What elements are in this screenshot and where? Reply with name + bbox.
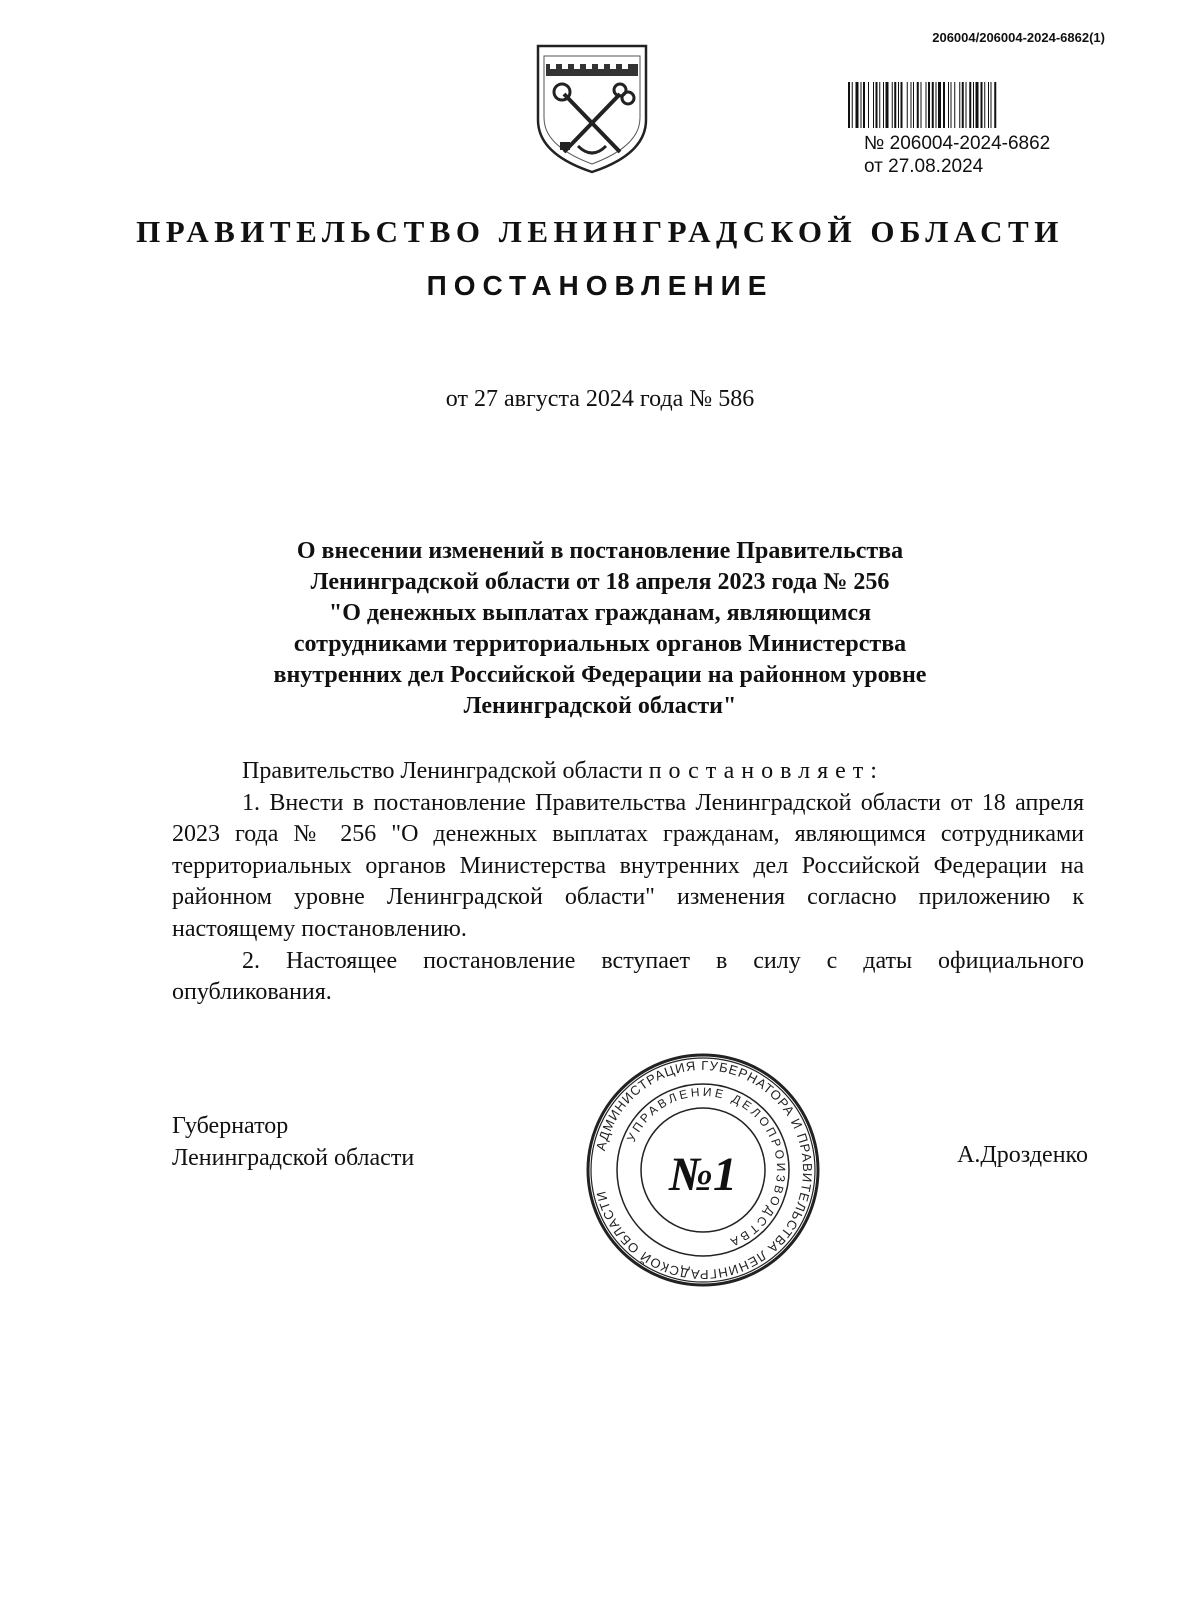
signatory-name: А.Дрозденко bbox=[957, 1142, 1088, 1168]
barcode-bar bbox=[959, 82, 960, 128]
barcode-bar bbox=[913, 82, 914, 128]
barcode-bar bbox=[948, 82, 949, 128]
subject-line: Ленинградской области от 18 апреля 2023 года № 256 bbox=[310, 569, 890, 595]
barcode-bar bbox=[886, 82, 889, 128]
signatory-title-line: Ленинградской области bbox=[172, 1145, 415, 1171]
barcode bbox=[848, 82, 1104, 128]
barcode-bar bbox=[938, 82, 941, 128]
barcode-bar bbox=[984, 82, 985, 128]
barcode-bar bbox=[988, 82, 989, 128]
barcode-bar bbox=[951, 82, 952, 128]
barcode-bar bbox=[954, 82, 955, 128]
barcode-bar bbox=[921, 82, 922, 128]
subject-line: О внесении изменений в постановление Правительства bbox=[296, 538, 904, 564]
barcode-bar bbox=[848, 82, 850, 128]
barcode-bar bbox=[907, 82, 908, 128]
barcode-bar bbox=[928, 82, 930, 128]
barcode-bar bbox=[973, 82, 974, 128]
barcode-bar bbox=[894, 82, 896, 128]
barcode-bar bbox=[856, 82, 859, 128]
leningrad-oblast-coat-of-arms-icon bbox=[534, 42, 650, 176]
official-seal bbox=[585, 1052, 821, 1288]
decree-intro bbox=[172, 756, 1084, 788]
signatory-title-line: Губернатор bbox=[172, 1113, 289, 1139]
barcode-bar bbox=[994, 82, 996, 128]
decree-body bbox=[172, 756, 1084, 1009]
barcode-bar bbox=[879, 82, 880, 128]
barcode-bar bbox=[852, 82, 853, 128]
barcode-bar bbox=[876, 82, 878, 128]
barcode-bar bbox=[981, 82, 983, 128]
barcode-bar bbox=[873, 82, 874, 128]
barcode-bar bbox=[943, 82, 945, 128]
seal-center-number: №1 bbox=[669, 1148, 737, 1201]
barcode-bar bbox=[883, 82, 884, 128]
decree-date: от 27 августа 2024 года № 586 bbox=[445, 386, 755, 412]
barcode-bar bbox=[898, 82, 899, 128]
decree-item-2: 2. Настоящее постановление вступает в силу с даты официального опубликования. bbox=[172, 947, 1084, 1006]
subject-line: внутренних дел Российской Федерации на районном уровне bbox=[273, 662, 927, 688]
seal-inner-text: УПРАВЛЕНИЕ ДЕЛОПРОИЗВОДСТВА bbox=[624, 1084, 789, 1251]
subject-line: сотрудниками территориальных органов Министерства bbox=[293, 631, 907, 657]
signatory-title bbox=[172, 1110, 414, 1174]
document-id: 206004/206004-2024-6862(1) bbox=[932, 30, 1105, 45]
barcode-bar bbox=[991, 82, 992, 128]
registration-date: от 27.08.2024 bbox=[864, 156, 984, 177]
registration-stamp bbox=[864, 132, 1050, 178]
barcode-bar bbox=[868, 82, 869, 128]
organization-title: ПРАВИТЕЛЬСТВО ЛЕНИНГРАДСКОЙ ОБЛАСТИ bbox=[136, 214, 1064, 249]
registration-number: № 206004-2024-6862 bbox=[864, 133, 1051, 154]
intro-suffix: : bbox=[870, 758, 877, 784]
barcode-bar bbox=[936, 82, 937, 128]
barcode-bar bbox=[932, 82, 934, 128]
document-type: ПОСТАНОВЛЕНИЕ bbox=[426, 270, 774, 301]
intro-text: Правительство Ленинградской области bbox=[242, 758, 649, 784]
barcode-bar bbox=[926, 82, 927, 128]
barcode-bar bbox=[976, 82, 979, 128]
decree-subject bbox=[180, 536, 1020, 722]
seal-outer-text: АДМИНИСТРАЦИЯ ГУБЕРНАТОРА И ПРАВИТЕЛЬСТВА ЛЕНИНГРАДСКОЙ ОБЛАСТИ bbox=[592, 1057, 816, 1283]
barcode-bar bbox=[911, 82, 912, 128]
barcode-bar bbox=[962, 82, 964, 128]
intro-verb: постановляет bbox=[648, 758, 871, 784]
barcode-bar bbox=[861, 82, 862, 128]
barcode-bar bbox=[969, 82, 971, 128]
subject-line: "О денежных выплатах гражданам, являющимся bbox=[328, 600, 872, 626]
barcode-bar bbox=[901, 82, 903, 128]
barcode-bar bbox=[892, 82, 893, 128]
subject-line: Ленинградской области" bbox=[463, 693, 737, 719]
barcode-bar bbox=[966, 82, 967, 128]
barcode-bar bbox=[917, 82, 919, 128]
barcode-bar bbox=[863, 82, 865, 128]
decree-item-1: 1. Внести в постановление Правительства Ленинградской области от 18 апреля 2023 года № 256 "О денежных выплатах гражданам, являющимся сотрудниками территориальных органов Министерства внутренних дел Российской Федерации на районном уровне Ленинградской области" изменения согласно приложению к настоящему постановлению. bbox=[172, 789, 1084, 942]
